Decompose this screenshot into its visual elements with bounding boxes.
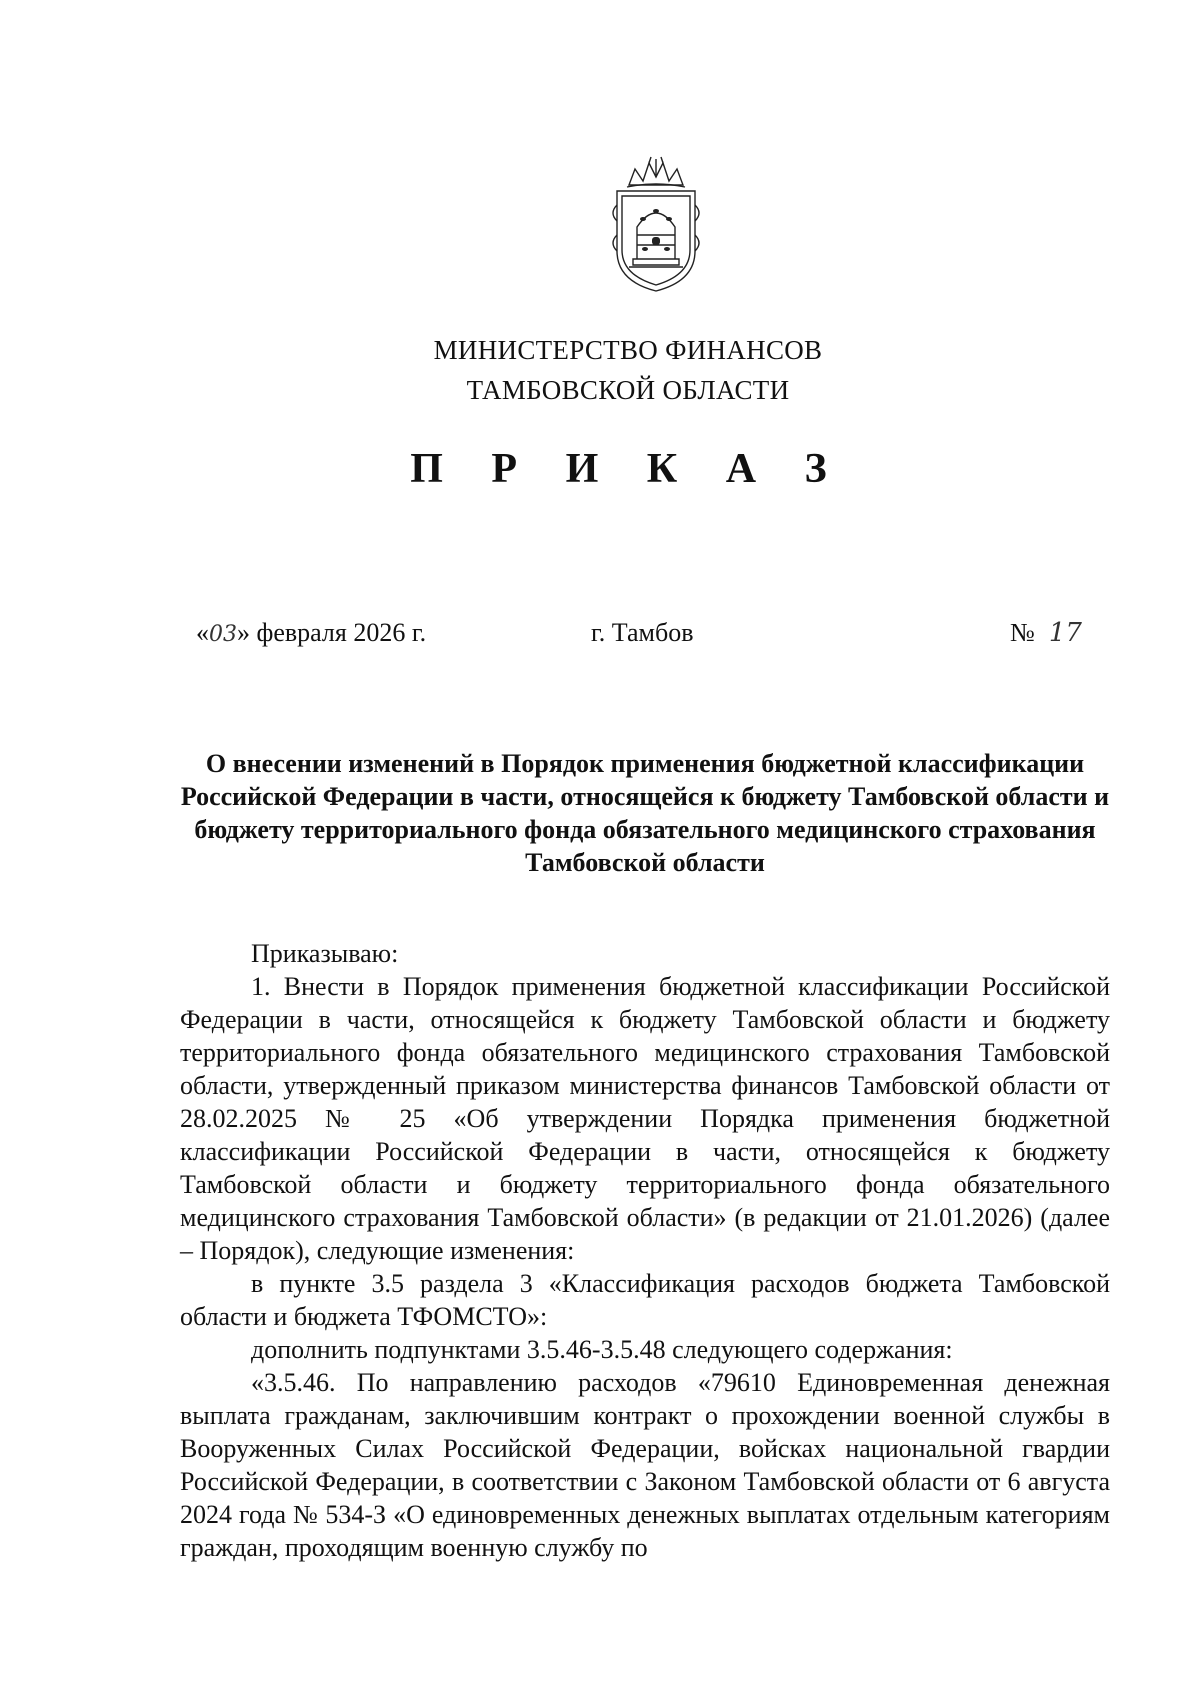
order-meta-row <box>0 618 1200 658</box>
number-label: № <box>1010 618 1035 647</box>
body-paragraph-1: 1. Внести в Порядок применения бюджетной классификации Российской Федерации в части, относящейся к бюджету Тамбовской области и бюджету территориального фонда обязательного медицинского страхования Тамбовской области, утвержденный приказом министерства финансов Тамбовской области от 28.02.2025 № 25 «Об утверждении Порядка применения бюджетной классификации Российской Федерации в части, относящейся к бюджету Тамбовской области и бюджету территориального фонда обязательного медицинского страхования Тамбовской области» (в редакции от 21.01.2026) (далее – Порядок), следующие изменения: <box>180 972 1110 1265</box>
tambov-region-coat-of-arms-icon <box>607 155 705 295</box>
body-paragraph-intro: Приказываю: <box>251 939 399 968</box>
order-city: г. Тамбов <box>591 618 694 647</box>
order-title: О внесении изменений в Порядок применения бюджетной классификации Российской Федерации в части, относящейся к бюджету Тамбовской области и бюджету территориального фонда обязательного медицинского страхования Тамбовской области <box>180 749 1110 877</box>
ministry-name <box>0 330 1200 410</box>
order-date <box>196 618 426 648</box>
ministry-line-2: ТАМБОВСКОЙ ОБЛАСТИ <box>466 375 790 405</box>
body-paragraph-3: дополнить подпунктами 3.5.46-3.5.48 следующего содержания: <box>251 1335 953 1364</box>
date-day-handwritten: 03 <box>209 622 237 647</box>
number-handwritten: 17 <box>1048 618 1082 648</box>
order-body <box>180 937 1110 1564</box>
order-number <box>1010 618 1082 648</box>
date-month-year: » февраля 2026 г. <box>237 618 427 647</box>
date-open-quote: « <box>196 618 209 647</box>
body-paragraph-4: «3.5.46. По направлению расходов «79610 Единовременная денежная выплата гражданам, заключившим контракт о прохождении военной службы в Вооруженных Силах Российской Федерации, войсках национальной гвардии Российской Федерации, в соответствии с Законом Тамбовской области от 6 августа 2024 года № 534-З «О единовременных денежных выплатах отдельным категориям граждан, проходящим военную службу по <box>180 1368 1110 1562</box>
coat-of-arms-emblem <box>607 155 705 295</box>
document-type-heading: П Р И К А З <box>410 446 846 492</box>
body-paragraph-2: в пункте 3.5 раздела 3 «Классификация расходов бюджета Тамбовской области и бюджета ТФОМСТО»: <box>180 1269 1110 1331</box>
ministry-line-1: МИНИСТЕРСТВО ФИНАНСОВ <box>433 335 823 365</box>
